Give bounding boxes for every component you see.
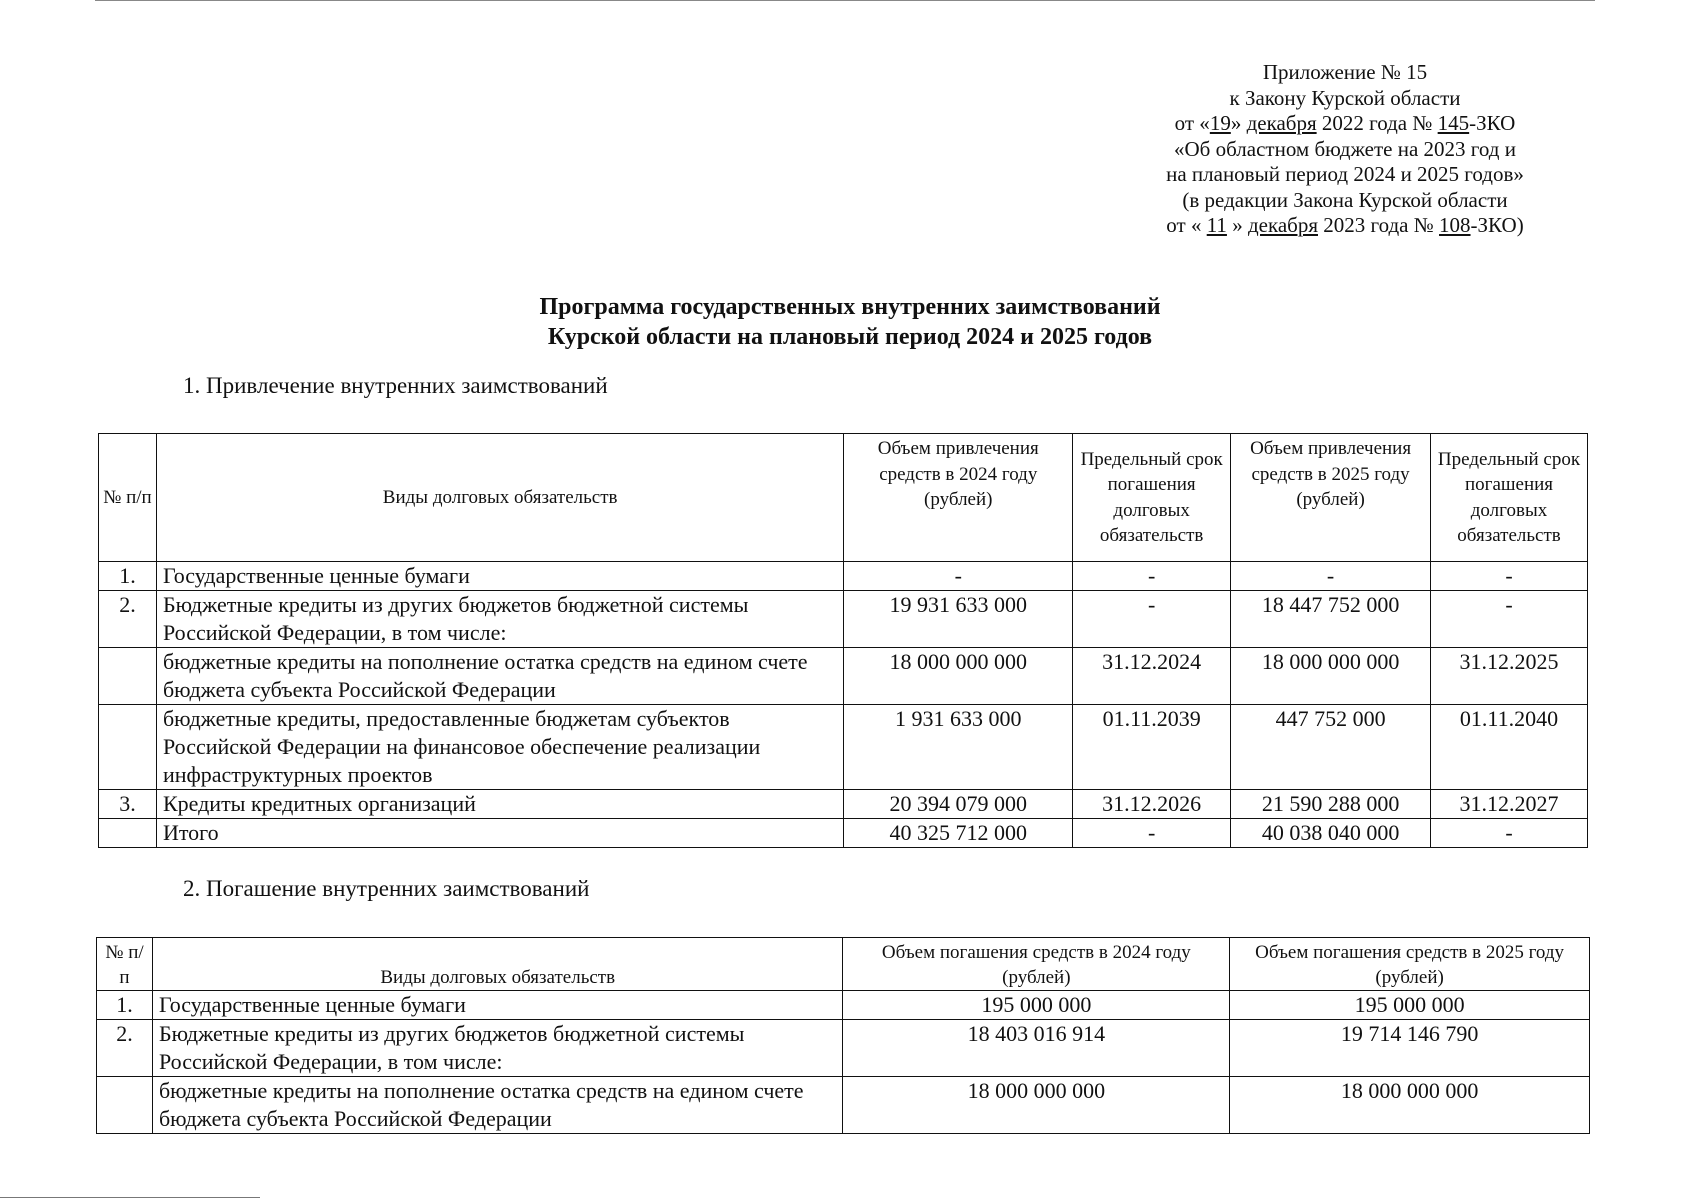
- header-vol-2025: Объем погашения средств в 2025 году (рублей): [1230, 938, 1590, 991]
- header-type: Виды долговых обязательств: [156, 434, 843, 562]
- cell-term-2025: -: [1431, 591, 1588, 648]
- cell-term-2024: 31.12.2026: [1073, 790, 1231, 819]
- table-row: [99, 648, 1588, 705]
- cell-term-2024: 31.12.2024: [1073, 648, 1231, 705]
- appendix-line-4: «Об областном бюджете на 2023 год и: [1174, 136, 1516, 161]
- cell-num: 1.: [99, 562, 157, 591]
- cell-vol-2025: 19 714 146 790: [1230, 1020, 1590, 1077]
- table-row: [97, 991, 1590, 1020]
- cell-vol-2024: 18 000 000 000: [843, 1077, 1230, 1134]
- appendix-line-5: на плановый период 2024 и 2025 годов»: [1166, 162, 1524, 186]
- cell-type: Государственные ценные бумаги: [156, 562, 843, 591]
- cell-term-2024: -: [1073, 591, 1231, 648]
- cell-type: Бюджетные кредиты из других бюджетов бюджетной системы Российской Федерации, в том числе:: [152, 1020, 843, 1077]
- cell-vol-2024: 18 000 000 000: [844, 648, 1073, 705]
- cell-num: [99, 648, 157, 705]
- cell-num: [97, 1077, 153, 1134]
- cell-vol-2024: 40 325 712 000: [844, 819, 1073, 848]
- cell-vol-2024: 18 403 016 914: [843, 1020, 1230, 1077]
- appendix-line-1: Приложение № 15: [1262, 60, 1428, 84]
- cell-type: бюджетные кредиты на пополнение остатка средств на едином счете бюджета субъекта Российской Федерации: [152, 1077, 843, 1134]
- cell-vol-2024: 195 000 000: [843, 991, 1230, 1020]
- cell-vol-2025: 18 447 752 000: [1231, 591, 1431, 648]
- title-line-2: Курской области на плановый период 2024 и 2025 годов: [547, 324, 1153, 350]
- table-row: [97, 1077, 1590, 1134]
- cell-num: 1.: [97, 991, 153, 1020]
- section-1-heading: 1. Привлечение внутренних заимствований: [183, 373, 608, 398]
- table-total-row: [99, 819, 1588, 848]
- cell-vol-2025: -: [1231, 562, 1431, 591]
- cell-vol-2024: 20 394 079 000: [844, 790, 1073, 819]
- page-top-edge: [95, 0, 1595, 1]
- cell-num: [99, 705, 157, 790]
- cell-term-2024: -: [1073, 562, 1231, 591]
- title-line-1: Программа государственных внутренних заимствований: [539, 294, 1161, 320]
- document-title: [360, 292, 1340, 352]
- section-2-heading: 2. Погашение внутренних заимствований: [183, 876, 590, 901]
- appendix-line-6: (в редакции Закона Курской области: [1182, 187, 1508, 212]
- page-bottom-edge: [0, 1197, 260, 1198]
- header-vol-2025: Объем привлечения средств в 2025 году (рублей): [1231, 434, 1431, 562]
- appendix-line-3: от «19» декабря 2022 года № 145-ЗКО: [1174, 111, 1516, 135]
- cell-num: 2.: [99, 591, 157, 648]
- header-vol-2024: Объем привлечения средств в 2024 году (рублей): [844, 434, 1073, 562]
- appendix-line-2: к Закону Курской области: [1229, 85, 1461, 110]
- cell-term-2025: -: [1431, 819, 1588, 848]
- appendix-block: [1130, 60, 1560, 239]
- cell-type: Кредиты кредитных организаций: [156, 790, 843, 819]
- cell-type: Бюджетные кредиты из других бюджетов бюджетной системы Российской Федерации, в том числе:: [156, 591, 843, 648]
- cell-type: бюджетные кредиты на пополнение остатка средств на едином счете бюджета субъекта Российской Федерации: [156, 648, 843, 705]
- appendix-line-7: от « 11 » декабря 2023 года № 108-ЗКО): [1166, 213, 1524, 237]
- cell-vol-2025: 40 038 040 000: [1231, 819, 1431, 848]
- cell-type: Итого: [156, 819, 843, 848]
- cell-vol-2024: 19 931 633 000: [844, 591, 1073, 648]
- table-row: [99, 705, 1588, 790]
- table-header-row: [97, 938, 1590, 991]
- header-type: Виды долговых обязательств: [152, 938, 843, 991]
- repayment-table: [96, 937, 1590, 1134]
- table-row: [99, 790, 1588, 819]
- header-num: № п/п: [99, 434, 157, 562]
- table-row: [97, 1020, 1590, 1077]
- cell-num: 3.: [99, 790, 157, 819]
- cell-type: бюджетные кредиты, предоставленные бюджетам субъектов Российской Федерации на финансовое обеспечение реализации инфраструктурных проектов: [156, 705, 843, 790]
- header-term-2024: Предельный срок погашения долговых обязательств: [1073, 434, 1231, 562]
- cell-num: [99, 819, 157, 848]
- cell-type: Государственные ценные бумаги: [152, 991, 843, 1020]
- borrowing-table: [98, 433, 1588, 848]
- cell-vol-2025: 21 590 288 000: [1231, 790, 1431, 819]
- cell-term-2025: -: [1431, 562, 1588, 591]
- cell-term-2024: -: [1073, 819, 1231, 848]
- cell-vol-2025: 195 000 000: [1230, 991, 1590, 1020]
- table-header-row: [99, 434, 1588, 562]
- cell-vol-2025: 18 000 000 000: [1231, 648, 1431, 705]
- cell-num: 2.: [97, 1020, 153, 1077]
- header-vol-2024: Объем погашения средств в 2024 году (рублей): [843, 938, 1230, 991]
- header-num: № п/п: [97, 938, 153, 991]
- table-row: [99, 591, 1588, 648]
- cell-vol-2024: 1 931 633 000: [844, 705, 1073, 790]
- cell-vol-2025: 18 000 000 000: [1230, 1077, 1590, 1134]
- cell-vol-2024: -: [844, 562, 1073, 591]
- cell-term-2025: 31.12.2025: [1431, 648, 1588, 705]
- cell-term-2025: 01.11.2040: [1431, 705, 1588, 790]
- cell-vol-2025: 447 752 000: [1231, 705, 1431, 790]
- header-term-2025: Предельный срок погашения долговых обязательств: [1431, 434, 1588, 562]
- cell-term-2025: 31.12.2027: [1431, 790, 1588, 819]
- table-row: [99, 562, 1588, 591]
- cell-term-2024: 01.11.2039: [1073, 705, 1231, 790]
